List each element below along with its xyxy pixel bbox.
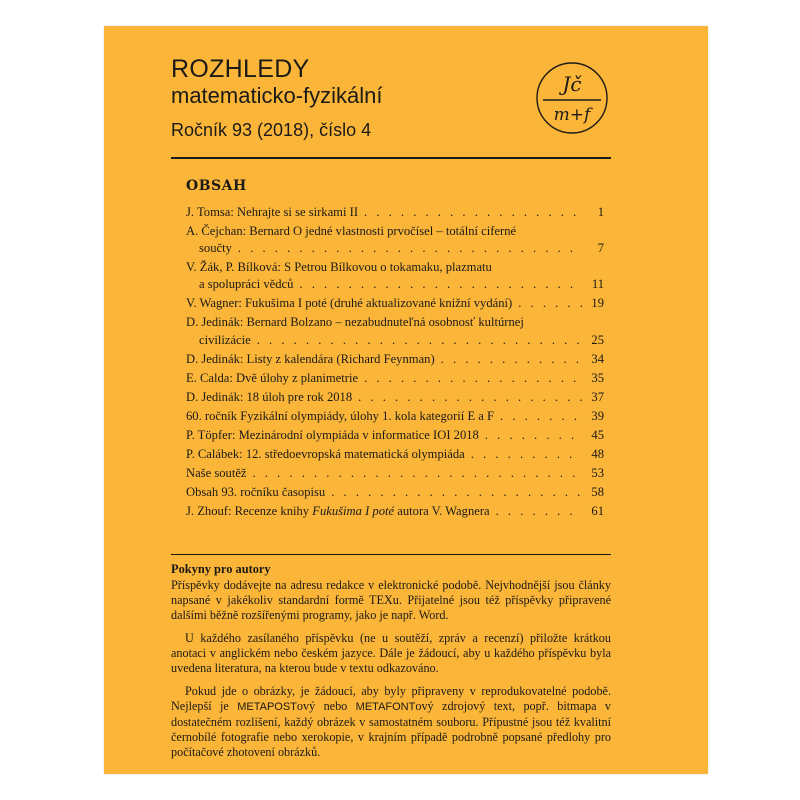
toc-entry bbox=[186, 351, 604, 368]
toc-page-number: 35 bbox=[591, 370, 604, 385]
toc-dot-leader bbox=[253, 465, 583, 482]
toc-page-number: 45 bbox=[591, 427, 604, 442]
toc-entry bbox=[186, 223, 604, 257]
masthead-divider bbox=[171, 157, 611, 159]
section-divider bbox=[171, 554, 611, 555]
toc-dot-leader bbox=[500, 408, 582, 425]
metapost-word: METAPOST bbox=[237, 701, 297, 713]
toc-entry-continuation: civilizácie bbox=[199, 332, 251, 347]
toc-entry bbox=[186, 465, 604, 482]
toc-dot-leader bbox=[485, 427, 582, 444]
toc-entry-text: E. Calda: Dvě úlohy z planimetrie bbox=[186, 370, 359, 385]
toc-page-number: 7 bbox=[597, 241, 604, 256]
guidelines-paragraph: Příspěvky dodávejte na adresu redakce v elektronické podobě. Nejvhodnější jsou články napsané v jakékoliv standardní formě TEXu. Přijatelné jsou též příspěvky připravené dalšími běžně rozšířenými programy, jako je např. Word. bbox=[171, 578, 611, 622]
toc-page-number: 34 bbox=[591, 351, 604, 366]
guidelines-paragraph bbox=[171, 684, 611, 760]
toc-dot-leader bbox=[238, 240, 582, 257]
toc-entry-continuation: součty bbox=[199, 241, 232, 256]
toc-entry-text: P. Calábek: 12. středoevropská matematická olympiáda bbox=[186, 446, 465, 461]
volume-issue: Ročník 93 (2018), číslo 4 bbox=[171, 120, 372, 140]
toc-entry-text: Obsah 93. ročníku časopisu bbox=[186, 484, 326, 499]
toc-entry bbox=[186, 314, 604, 348]
guidelines-heading: Pokyny pro autory bbox=[171, 562, 271, 576]
guidelines-text: ový zdrojový text, popř. bitmapa v dostatečném rozlišení, každý obrázek v samostatném souboru. Přípustné jsou též kvalitní černobílé fotografie nebo xerokopie, v krajním případě podrobně popsané předlohy pro počítačové zhotovení obrázků. bbox=[171, 699, 611, 759]
toc-page-number: 1 bbox=[597, 205, 604, 219]
guidelines-text: ový nebo bbox=[296, 699, 356, 713]
toc-dot-leader bbox=[331, 484, 582, 501]
toc-dot-leader bbox=[471, 446, 582, 463]
toc-dot-leader bbox=[364, 370, 582, 387]
toc-entry-text-after: autora V. Wagnera bbox=[394, 503, 490, 518]
toc-dot-leader bbox=[299, 276, 582, 293]
toc-entry bbox=[186, 389, 604, 406]
toc-dot-leader bbox=[441, 351, 582, 368]
book-title: Fukušima I poté bbox=[312, 503, 395, 518]
toc-page-number: 48 bbox=[591, 446, 604, 461]
toc-entry-text bbox=[186, 503, 490, 520]
toc-entry-text: Naše soutěž bbox=[186, 465, 247, 480]
toc-page-number: 53 bbox=[591, 465, 604, 480]
toc-heading: OBSAH bbox=[186, 178, 247, 194]
toc-dot-leader bbox=[518, 295, 582, 312]
toc-entry-text: P. Töpfer: Mezinárodní olympiáda v informatice IOI 2018 bbox=[186, 427, 479, 442]
toc-page-number: 37 bbox=[591, 389, 604, 404]
toc-entry-text-before: J. Zhouf: Recenze knihy bbox=[186, 503, 313, 518]
toc-dot-leader bbox=[496, 503, 582, 520]
toc-entry bbox=[186, 446, 604, 463]
toc-entry-text: V. Žák, P. Bílková: S Petrou Bílkovou o tokamaku, plazmatu bbox=[186, 260, 492, 275]
toc-page-number: 25 bbox=[591, 332, 604, 347]
toc-entry-text: 60. ročník Fyzikální olympiády, úlohy 1. kola kategorií E a F bbox=[186, 408, 495, 423]
author-guidelines bbox=[171, 562, 611, 768]
toc-entry-text: D. Jedinák: Bernard Bolzano – nezabudnuteľná osobnosť kultúrnej bbox=[186, 315, 524, 330]
toc-page-number: 11 bbox=[591, 277, 604, 292]
toc-dot-leader bbox=[358, 389, 582, 406]
guidelines-paragraph: U každého zasílaného příspěvku (ne u soutěží, zpráv a recenzí) přiložte krátkou anotaci v anglickém nebo českém jazyce. Dále je žádoucí, aby u každého příspěvku byla uvedena literatura, na kterou bude v textu odkazováno. bbox=[171, 631, 611, 675]
journal-cover bbox=[104, 26, 708, 774]
logo-emblem bbox=[534, 60, 610, 136]
toc-entry bbox=[186, 259, 604, 293]
guidelines-text: Pokud jde o obrázky, je žádoucí, aby byly připraveny v reprodukovatelné podobě. Nejlepší je bbox=[171, 684, 611, 713]
logo-bottom-text: m+f bbox=[553, 105, 591, 125]
toc-entry-text: D. Jedinák: 18 úloh pre rok 2018 bbox=[186, 389, 353, 404]
journal-subtitle: matematicko-fyzikální bbox=[171, 83, 383, 108]
toc-entry bbox=[186, 204, 604, 221]
toc-entry bbox=[186, 295, 604, 312]
toc-page-number: 39 bbox=[591, 408, 604, 423]
toc-entry bbox=[186, 408, 604, 425]
toc-entry-text: J. Tomsa: Nehrajte si se sirkami II bbox=[186, 205, 359, 219]
toc-entry-continuation: a spolupráci vědců bbox=[199, 277, 294, 292]
toc-dot-leader bbox=[257, 332, 582, 349]
toc-page-number: 61 bbox=[591, 503, 604, 518]
toc-page-number: 19 bbox=[591, 296, 604, 311]
toc-entry-text: A. Čejchan: Bernard O jedné vlastnosti prvočísel – totální ciferné bbox=[186, 224, 517, 238]
toc-page-number: 58 bbox=[591, 484, 604, 499]
toc-entry-text: V. Wagner: Fukušima I poté (druhé aktualizované knižní vydání) bbox=[186, 296, 513, 311]
table-of-contents bbox=[186, 178, 604, 522]
journal-title: ROZHLEDY bbox=[171, 55, 310, 83]
metafont-word: METAFONT bbox=[355, 701, 416, 713]
journal-logo bbox=[534, 60, 610, 136]
toc-entry-text: D. Jedinák: Listy z kalendára (Richard Feynman) bbox=[186, 351, 435, 366]
toc-dot-leader bbox=[364, 204, 582, 221]
logo-top-text: Jč bbox=[562, 72, 582, 96]
toc-entry bbox=[186, 370, 604, 387]
toc-entry bbox=[186, 484, 604, 501]
toc-entry bbox=[186, 427, 604, 444]
masthead bbox=[171, 56, 383, 143]
toc-list bbox=[186, 204, 604, 520]
toc-entry bbox=[186, 503, 604, 520]
